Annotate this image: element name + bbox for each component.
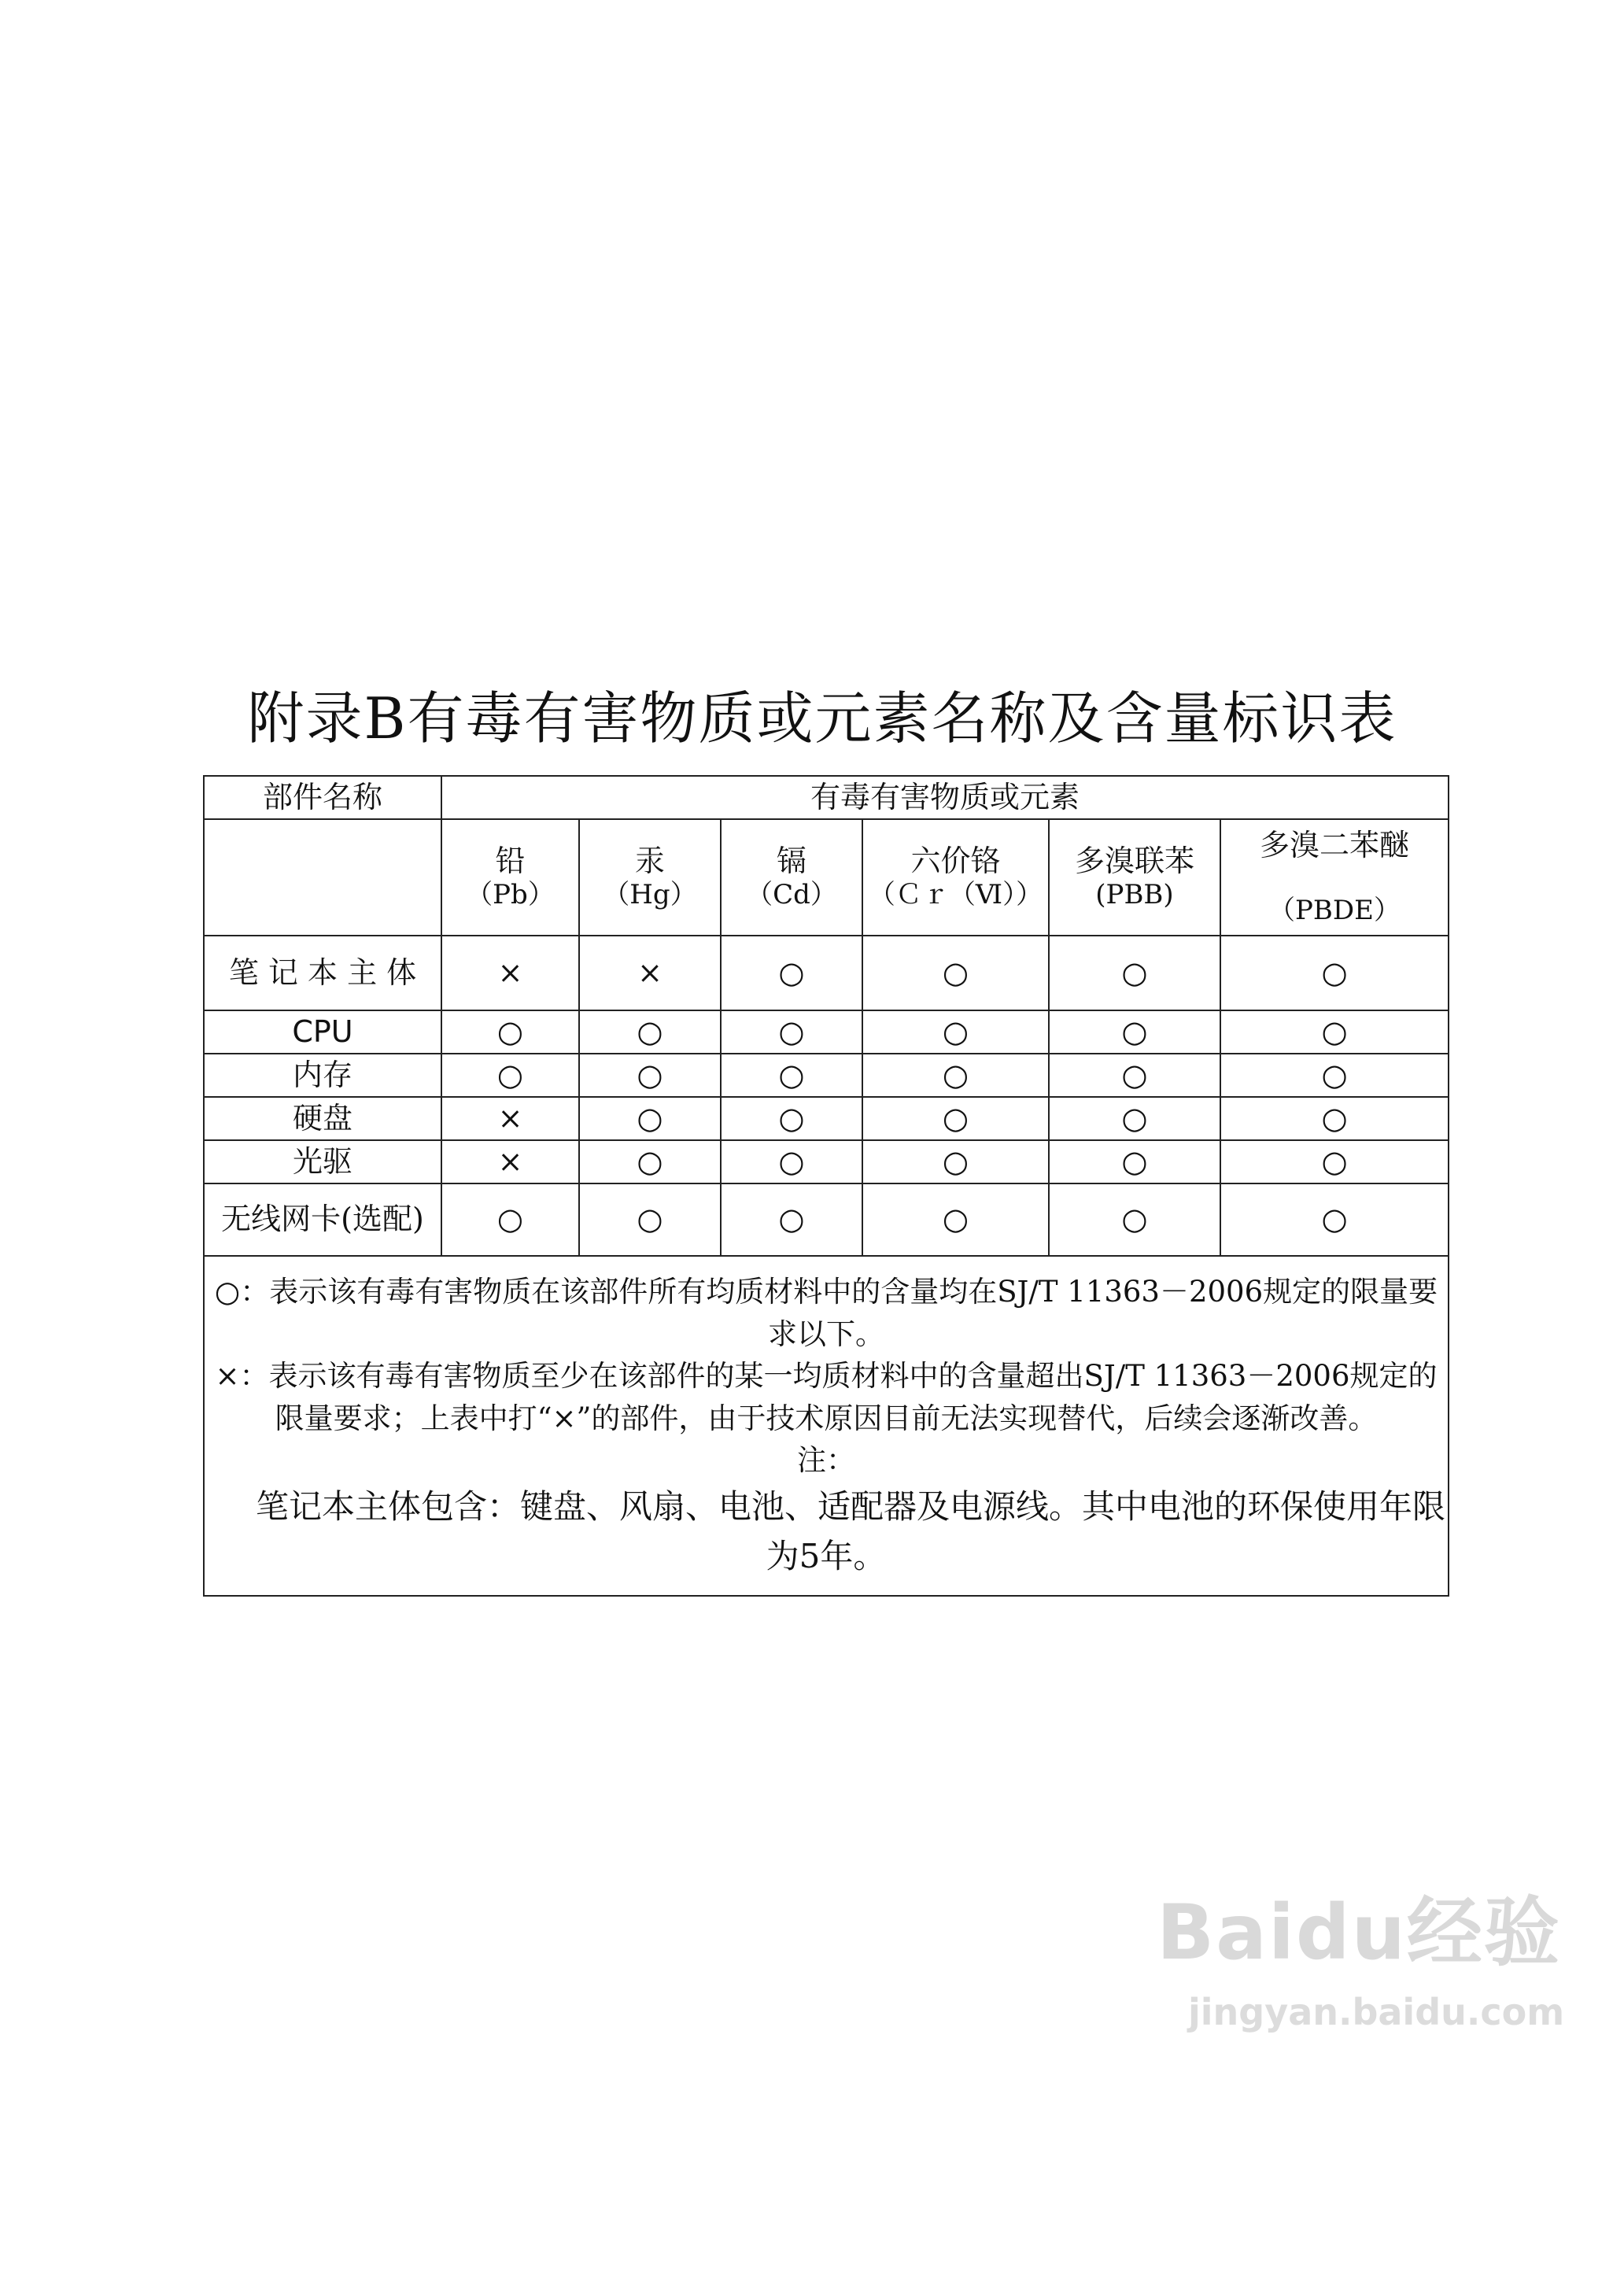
table-row [204, 1010, 1449, 1054]
status-cell: ○ [441, 1054, 579, 1097]
status-cell: ○ [1220, 936, 1449, 1010]
notes-cell [204, 1256, 1449, 1596]
substance-header: 有毒有害物质或元素 [441, 776, 1449, 819]
part-name-cell: 内存 [204, 1054, 441, 1097]
status-cell: ○ [1049, 1010, 1220, 1054]
table-row [204, 1097, 1449, 1140]
status-cell: × [579, 936, 721, 1010]
table-header-row [204, 776, 1449, 819]
column-header: 铅 （Pb） [441, 819, 579, 936]
baidu-logo: Baidu经验 [1157, 1889, 1561, 1977]
note-label: 注： [797, 1443, 856, 1478]
status-cell: ○ [1049, 1140, 1220, 1183]
status-cell: ○ [1220, 1140, 1449, 1183]
note-cross-legend: ×：表示该有毒有害物质至少在该部件的某一均质材料中的含量超出SJ/T 11363－2006规定的限量要求；上表中打“×”的部件，由于技术原因目前无法实现替代，后续会逐渐改善。 [215, 1359, 1438, 1435]
note-circle-legend: ○：表示该有毒有害物质在该部件所有均质材料中的含量均在SJ/T 11363－2006规定的限量要求以下。 [214, 1274, 1438, 1351]
status-cell: ○ [1220, 1010, 1449, 1054]
status-cell: ○ [579, 1054, 721, 1097]
note-text: 笔记本主体包含：键盘、风扇、电池、适配器及电源线。其中电池的环保使用年限为5年。 [256, 1487, 1446, 1576]
notes-row [204, 1256, 1449, 1596]
status-cell: ○ [1049, 1054, 1220, 1097]
status-cell: ○ [1220, 1097, 1449, 1140]
column-header: 镉 （Cd） [721, 819, 862, 936]
column-header: 六价铬 （Ｃｒ（Ⅵ）） [862, 819, 1049, 936]
status-cell: ○ [1049, 1097, 1220, 1140]
hazardous-substance-table [203, 775, 1449, 1597]
substance-columns-row [204, 819, 1449, 936]
status-cell: ○ [579, 1010, 721, 1054]
page-title: 附录B有毒有害物质或元素名称及含量标识表 [247, 685, 1397, 751]
baidu-watermark [1157, 1865, 1597, 2062]
blank-header-cell [204, 819, 441, 936]
status-cell: ○ [579, 1183, 721, 1256]
part-name-cell: CPU [204, 1010, 441, 1054]
status-cell: ○ [1220, 1183, 1449, 1256]
status-cell: ○ [862, 1140, 1049, 1183]
table-row [204, 1183, 1449, 1256]
status-cell: × [441, 936, 579, 1010]
part-name-header: 部件名称 [204, 776, 441, 819]
table-row [204, 936, 1449, 1010]
status-cell: × [441, 1097, 579, 1140]
status-cell: ○ [862, 936, 1049, 1010]
status-cell: ○ [862, 1097, 1049, 1140]
status-cell: ○ [862, 1010, 1049, 1054]
part-name-cell: 笔 记 本 主 体 [204, 936, 441, 1010]
status-cell: ○ [579, 1097, 721, 1140]
column-header: 多溴二苯醚 （PBDE） [1220, 819, 1449, 936]
column-header: 多溴联苯 (PBB) [1049, 819, 1220, 936]
part-name-cell: 光驱 [204, 1140, 441, 1183]
status-cell: ○ [862, 1183, 1049, 1256]
status-cell: ○ [441, 1183, 579, 1256]
column-header: 汞 （Hg） [579, 819, 721, 936]
status-cell: × [441, 1140, 579, 1183]
part-name-cell: 硬盘 [204, 1097, 441, 1140]
status-cell: ○ [721, 936, 862, 1010]
status-cell: ○ [1049, 1183, 1220, 1256]
status-cell: ○ [579, 1140, 721, 1183]
status-cell: ○ [862, 1054, 1049, 1097]
status-cell: ○ [441, 1010, 579, 1054]
status-cell: ○ [721, 1097, 862, 1140]
status-cell: ○ [721, 1140, 862, 1183]
table-row [204, 1140, 1449, 1183]
table-row [204, 1054, 1449, 1097]
part-name-cell: 无线网卡(选配) [204, 1183, 441, 1256]
status-cell: ○ [721, 1183, 862, 1256]
status-cell: ○ [1049, 936, 1220, 1010]
status-cell: ○ [721, 1010, 862, 1054]
status-cell: ○ [1220, 1054, 1449, 1097]
watermark-url: jingyan.baidu.com [1188, 1991, 1565, 2033]
status-cell: ○ [721, 1054, 862, 1097]
